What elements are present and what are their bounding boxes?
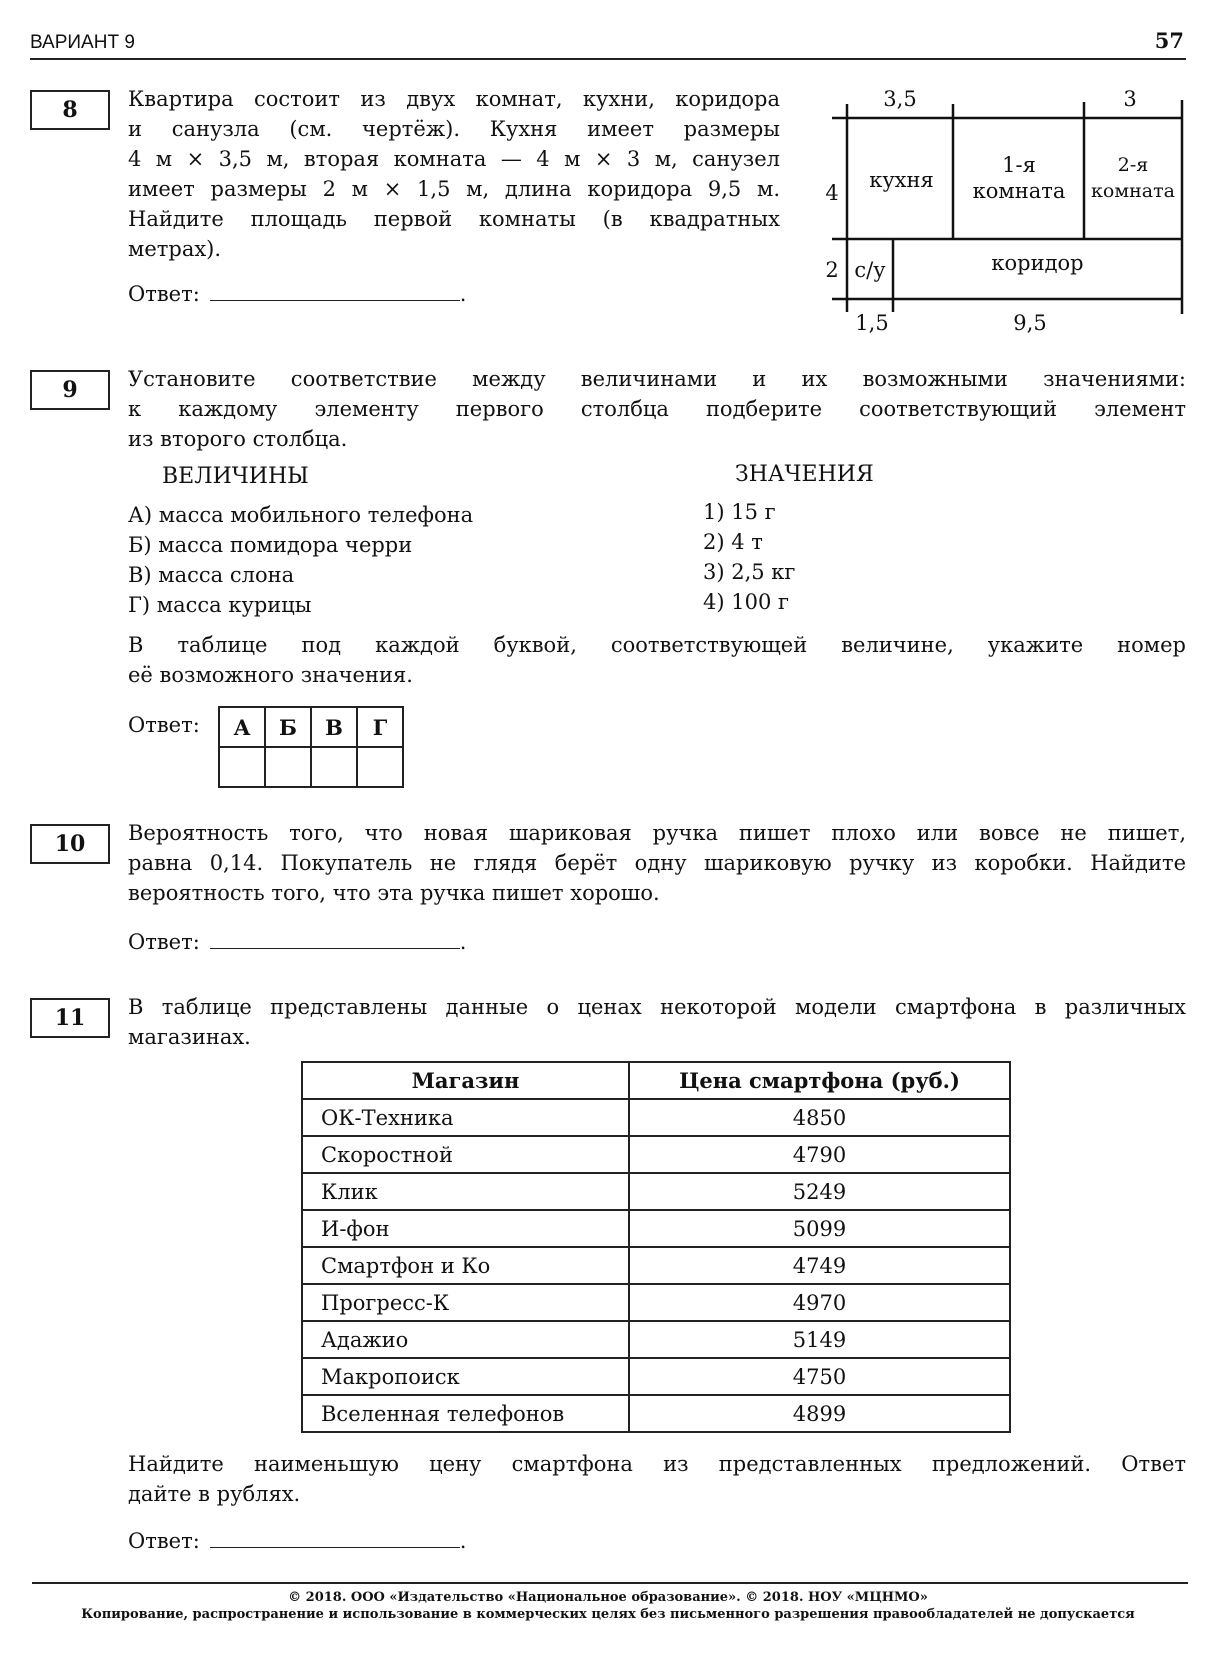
quantity-item: В) масса слона [128,563,295,587]
text-line: метрах). [128,237,222,261]
answer-9-table [218,706,404,788]
price-cell: 4899 [629,1395,1010,1432]
text-line: вероятность того, что эта ручка пишет хорошо. [128,881,660,905]
price-cell: 4850 [629,1099,1010,1136]
text-line: В таблице под каждой буквой, соответствующей величине, укажите номер [128,633,1186,657]
letter-cell: А [219,707,265,747]
text-line: к каждому элементу первого столбца подберите соответствующий элемент [128,397,1186,421]
text-line: равна 0,14. Покупатель не глядя берёт одну шариковую ручку из коробки. Найдите [128,851,1186,875]
room-2-line: комната [1091,180,1175,202]
price-cell: 4750 [629,1358,1010,1395]
answer-cell[interactable] [265,747,311,787]
task-11-question [128,1449,1186,1509]
task-number-8: 8 [30,90,110,130]
text-line: из второго столбца. [128,427,348,451]
store-cell: Прогресс-К [302,1284,629,1321]
answer-8: Ответ: . [128,282,467,306]
value-item: 3) 2,5 кг [703,560,796,584]
answer-label: Ответ: [128,1529,200,1553]
dim-top-right: 3 [1123,87,1137,111]
value-item: 1) 15 г [703,500,776,524]
task-number-9: 9 [30,370,110,410]
letter-cell: Г [357,707,403,747]
text-line: 4 м × 3,5 м, вторая комната — 4 м × 3 м, санузел [128,147,780,171]
task-number-10: 10 [30,824,110,864]
text-line: магазинах. [128,1025,251,1049]
room-wc: с/у [854,258,886,282]
room-1-line: 1-я [1002,153,1036,177]
text-line: Установите соответствие между величинами и их возможными значениями: [128,367,1186,391]
dim-top-left: 3,5 [883,87,917,111]
answer-11-field[interactable] [210,1527,460,1548]
column-header: Магазин [302,1062,629,1099]
store-cell: Адажио [302,1321,629,1358]
text-line: дайте в рублях. [128,1482,301,1506]
task-9-text [128,364,1186,454]
footer-copyright: © 2018. ООО «Издательство «Национальное образование». © 2018. НОУ «МЦНМО» [288,1590,928,1605]
value-item: 4) 100 г [703,590,789,614]
answer-cell[interactable] [311,747,357,787]
price-table [301,1061,1011,1433]
dim-bottom-left: 1,5 [855,311,889,335]
text-line: Квартира состоит из двух комнат, кухни, коридора [128,87,780,111]
table-row [302,1247,1010,1284]
room-1-line: комната [972,179,1066,203]
table-row [302,1099,1010,1136]
store-cell: Макропоиск [302,1358,629,1395]
footer-notice: Копирование, распространение и использование в коммерческих целях без письменного разрешения правообладателей не допускается [81,1607,1135,1622]
table-row [302,1358,1010,1395]
price-cell: 4790 [629,1136,1010,1173]
values-title: ЗНАЧЕНИЯ [735,462,874,487]
table-row [302,1210,1010,1247]
task-number-11: 11 [30,998,110,1038]
room-corridor: коридор [991,251,1084,275]
variant-label: ВАРИАНТ 9 [30,32,135,53]
table-row [302,1321,1010,1358]
text-line: Вероятность того, что новая шариковая ручка пишет плохо или вовсе не пишет, [128,821,1186,845]
letter-cell: В [311,707,357,747]
answer-label: Ответ: [128,282,200,306]
task-10-text [128,818,1186,908]
task-11-text [128,992,1186,1052]
text-line: Найдите наименьшую цену смартфона из представленных предложений. Ответ [128,1452,1186,1476]
footer-rule [32,1582,1188,1584]
value-item: 2) 4 т [703,530,763,554]
page-number: 57 [1154,28,1184,53]
answer-label: Ответ: [128,930,200,954]
dim-left-bottom: 2 [825,258,839,282]
answer-11: Ответ: . [128,1529,467,1553]
room-2 [1084,152,1182,204]
store-cell: Клик [302,1173,629,1210]
answer-label: Ответ: [128,713,200,737]
table-row [302,1284,1010,1321]
room-kitchen: кухня [869,168,934,192]
price-cell: 5099 [629,1210,1010,1247]
answer-cell[interactable] [219,747,265,787]
price-cell: 5149 [629,1321,1010,1358]
task-9-instruction [128,630,1186,690]
room-2-line: 2-я [1117,154,1149,176]
quantity-item: А) масса мобильного телефона [128,503,474,527]
store-cell: Вселенная телефонов [302,1395,629,1432]
dim-left-top: 4 [825,181,839,205]
price-cell: 4970 [629,1284,1010,1321]
price-cell: 5249 [629,1173,1010,1210]
answer-cell[interactable] [357,747,403,787]
column-header: Цена смартфона (руб.) [629,1062,1010,1099]
store-cell: ОК-Техника [302,1099,629,1136]
text-line: Найдите площадь первой комнаты (в квадратных [128,207,780,231]
text-line: её возможного значения. [128,663,413,687]
table-row [302,1136,1010,1173]
quantities-list [128,500,473,620]
answer-10-field[interactable] [210,928,460,949]
quantity-item: Б) масса помидора черри [128,533,413,557]
quantities-title: ВЕЛИЧИНЫ [162,464,309,489]
table-row [302,1173,1010,1210]
text-line: и санузла (см. чертёж). Кухня имеет размеры [128,117,780,141]
store-cell: И-фон [302,1210,629,1247]
answer-10: Ответ: . [128,930,467,954]
room-1 [955,152,1083,204]
values-list [703,497,795,617]
store-cell: Скоростной [302,1136,629,1173]
text-line: имеет размеры 2 м × 1,5 м, длина коридора 9,5 м. [128,177,780,201]
letter-cell: Б [265,707,311,747]
text-line: В таблице представлены данные о ценах некоторой модели смартфона в различных [128,995,1186,1019]
price-cell: 4749 [629,1247,1010,1284]
table-row [302,1395,1010,1432]
store-cell: Смартфон и Ко [302,1247,629,1284]
quantity-item: Г) масса курицы [128,593,312,617]
dim-bottom-right: 9,5 [1013,311,1047,335]
